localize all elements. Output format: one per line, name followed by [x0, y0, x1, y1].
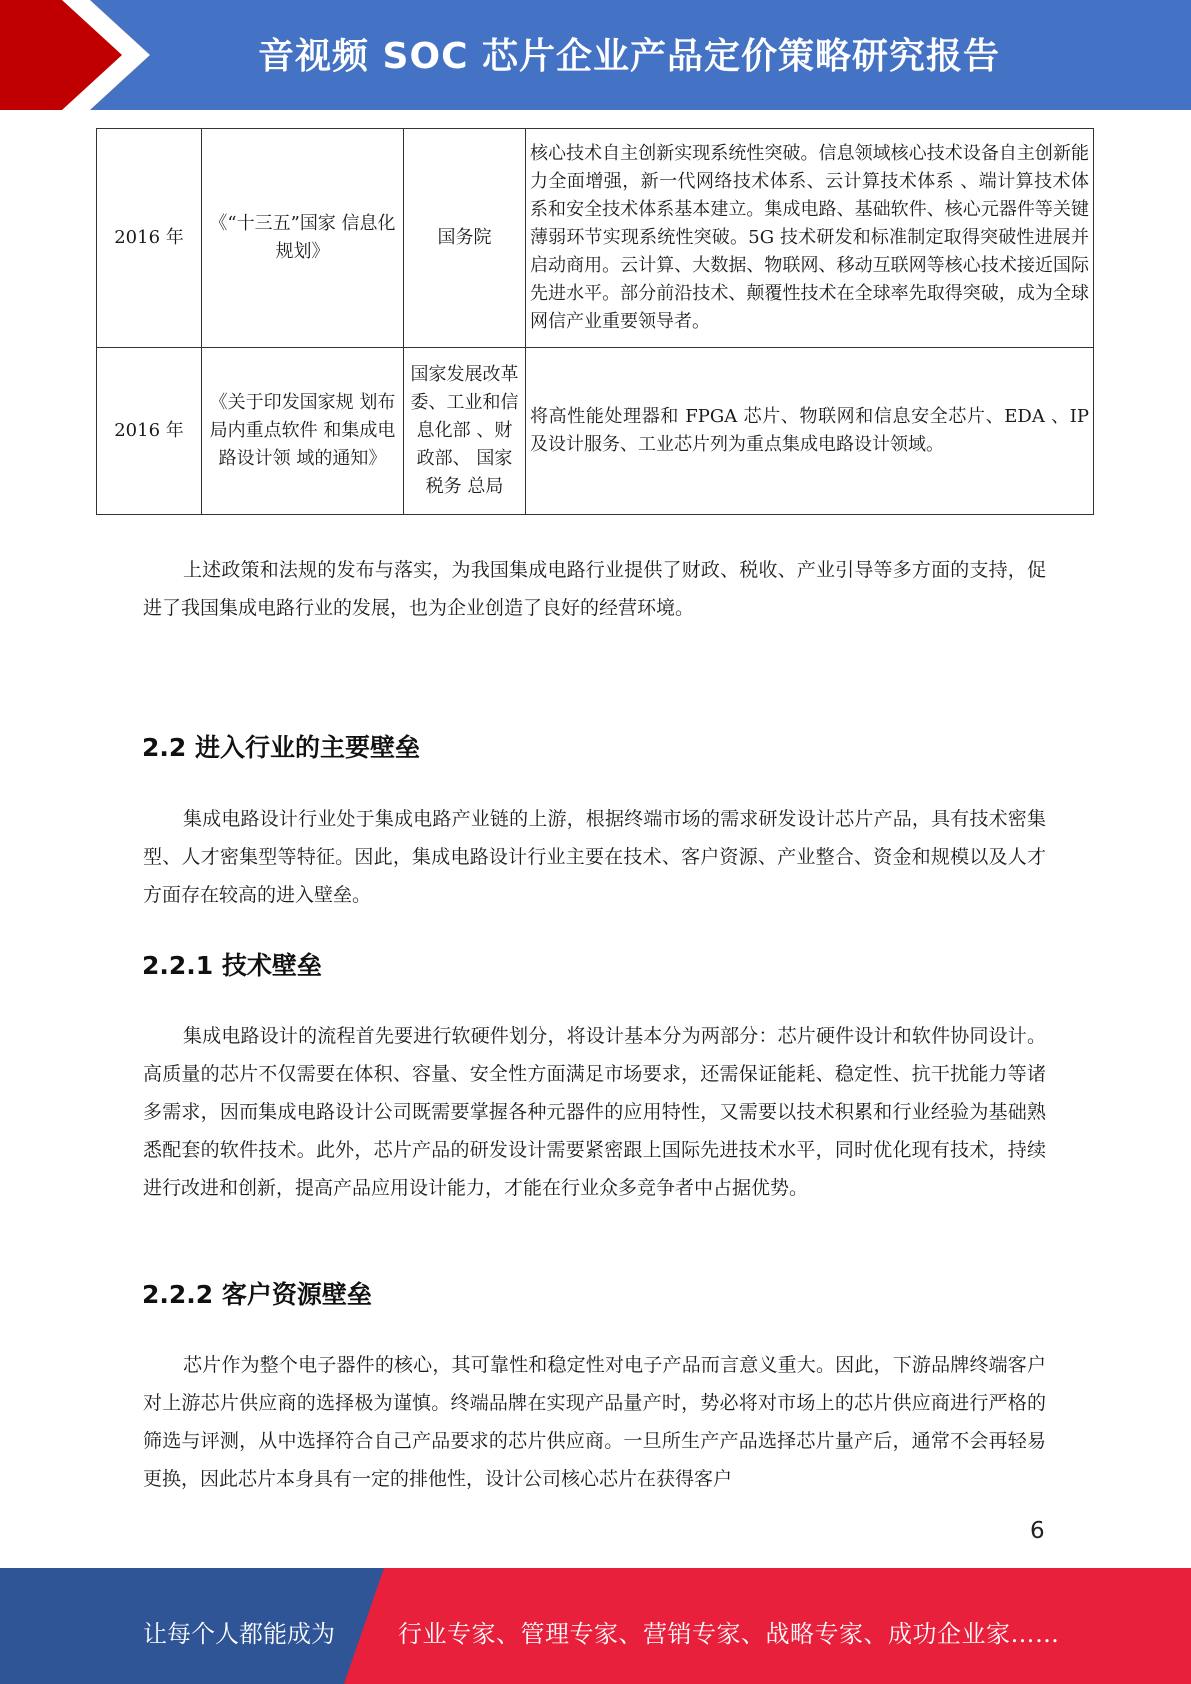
- table-cell-issuing-body: 国务院: [404, 129, 526, 348]
- table-cell-year: 2016 年: [97, 129, 202, 348]
- table-row: [97, 129, 1094, 348]
- footer-slogan-right: 行业专家、管理专家、营销专家、战略专家、成功企业家……: [398, 1620, 1060, 1648]
- section-heading-2-2-1: 2.2.1 技术壁垒: [142, 951, 322, 980]
- page-footer-banner: [0, 1568, 1191, 1684]
- page-number: 6: [1030, 1518, 1045, 1544]
- table-cell-year: 2016 年: [97, 348, 202, 515]
- paragraph-2-2: 集成电路设计行业处于集成电路产业链的上游，根据终端市场的需求研发设计芯片产品，具有技术密集型、人才密集型等特征。因此，集成电路设计行业主要在技术、客户资源、产业整合、资金和规模以及人才方面存在较高的进入壁垒。: [143, 808, 1046, 906]
- paragraph-2-2-2: 芯片作为整个电子器件的核心，其可靠性和稳定性对电子产品而言意义重大。因此，下游品牌终端客户对上游芯片供应商的选择极为谨慎。终端品牌在实现产品量产时，势必将对市场上的芯片供应商进行严格的筛选与评测，从中选择符合自己产品要求的芯片供应商。一旦所生产产品选择芯片量产后，通常不会再轻易更换，因此芯片本身具有一定的排他性，设计公司核心芯片在获得客户: [143, 1354, 1046, 1490]
- table-cell-policy-title: 《“十三五”国家 信息化规划》: [202, 129, 404, 348]
- red-arrow-decoration-icon: [0, 0, 160, 110]
- table-row: [97, 348, 1094, 515]
- table-cell-content: 将高性能处理器和 FPGA 芯片、物联网和信息安全芯片、EDA 、IP 及设计服务、工业芯片列为重点集成电路设计领域。: [526, 348, 1094, 515]
- table-cell-content: 核心技术自主创新实现系统性突破。信息领域核心技术设备自主创新能力全面增强，新一代网络技术体系、云计算技术体系 、端计算技术体系和安全技术体系基本建立。集成电路、基础软件、核心元器件等关键薄弱环节实现系统性突破。5G 技术研发和标准制定取得突破性进展并启动商用。云计算、大数据、物联网、移动互联网等核心技术接近国际先进水平。部分前沿技术、颠覆性技术在全球率先取得突破，成为全球网信产业重要领导者。: [526, 129, 1094, 348]
- report-title: 音视频 SOC 芯片企业产品定价策略研究报告: [258, 36, 1001, 77]
- paragraph-2-2-1: 集成电路设计的流程首先要进行软硬件划分，将设计基本分为两部分：芯片硬件设计和软件协同设计。高质量的芯片不仅需要在体积、容量、安全性方面满足市场要求，还需保证能耗、稳定性、抗干扰能力等诸多需求，因而集成电路设计公司既需要掌握各种元器件的应用特性，又需要以技术积累和行业经验为基础熟悉配套的软件技术。此外，芯片产品的研发设计需要紧密跟上国际先进技术水平，同时优化现有技术，持续进行改进和创新，提高产品应用设计能力，才能在行业众多竞争者中占据优势。: [143, 1025, 1046, 1199]
- section-heading-2-2: 2.2 进入行业的主要壁垒: [142, 733, 420, 762]
- section-heading-2-2-2: 2.2.2 客户资源壁垒: [142, 1280, 372, 1309]
- table-cell-issuing-body: 国家发展改革委、工业和信息化部 、财政部、 国家税务 总局: [404, 348, 526, 515]
- policy-table: [96, 128, 1094, 515]
- table-cell-policy-title: 《关于印发国家规 划布局内重点软件 和集成电路设计领 域的通知》: [202, 348, 404, 515]
- footer-slogan-left: 让每个人都能成为: [143, 1620, 335, 1648]
- paragraph-policy-summary: 上述政策和法规的发布与落实，为我国集成电路行业提供了财政、税收、产业引导等多方面的支持，促进了我国集成电路行业的发展，也为企业创造了良好的经营环境。: [143, 559, 1046, 619]
- page-header-banner: [0, 0, 1191, 110]
